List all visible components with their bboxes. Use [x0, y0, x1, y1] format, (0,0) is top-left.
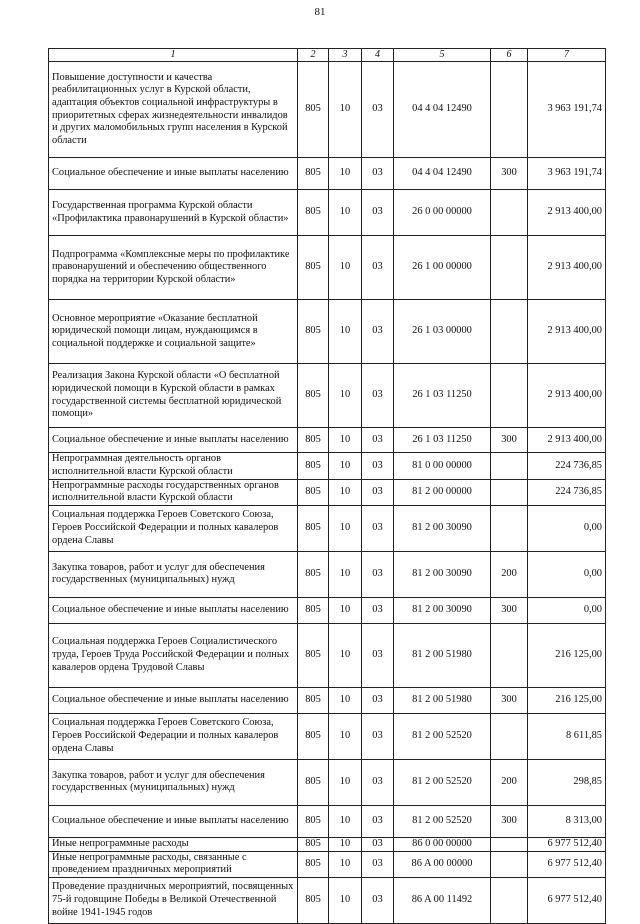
amount-cell: 0,00: [528, 505, 606, 551]
section-cell: 10: [329, 62, 362, 158]
gr-code-cell: 805: [298, 551, 329, 597]
column-header: 6: [491, 49, 528, 62]
table-row: [49, 479, 606, 505]
gr-code-cell: 805: [298, 597, 329, 623]
gr-code-cell: 805: [298, 236, 329, 300]
column-header: 5: [394, 49, 491, 62]
amount-cell: 8 611,85: [528, 713, 606, 759]
expense-type-cell: [491, 300, 528, 364]
target-article-cell: 81 0 00 00000: [394, 453, 491, 479]
gr-code-cell: 805: [298, 713, 329, 759]
target-article-cell: 26 0 00 00000: [394, 190, 491, 236]
expense-type-cell: [491, 713, 528, 759]
table-row: [49, 364, 606, 428]
target-article-cell: 86 0 00 00000: [394, 837, 491, 851]
gr-code-cell: 805: [298, 364, 329, 428]
section-cell: 10: [329, 759, 362, 805]
table-row: [49, 505, 606, 551]
gr-code-cell: 805: [298, 837, 329, 851]
target-article-cell: 26 1 03 00000: [394, 300, 491, 364]
row-name-cell: Повышение доступности и качества реабилитационных услуг в Курской области, адаптация объектов социальной инфраструктуры в приоритетных сферах жизнедеятельности инвалидов и других маломобильных групп населения в Курской области: [49, 62, 298, 158]
subsection-cell: 03: [362, 878, 394, 924]
target-article-cell: 81 2 00 51980: [394, 687, 491, 713]
expense-type-cell: [491, 505, 528, 551]
table-row: [49, 597, 606, 623]
section-cell: 10: [329, 300, 362, 364]
section-cell: 10: [329, 364, 362, 428]
expense-type-cell: 300: [491, 597, 528, 623]
column-header: 2: [298, 49, 329, 62]
expense-type-cell: 200: [491, 551, 528, 597]
budget-table: [48, 48, 606, 924]
amount-cell: 224 736,85: [528, 479, 606, 505]
subsection-cell: 03: [362, 479, 394, 505]
target-article-cell: 26 1 03 11250: [394, 428, 491, 453]
target-article-cell: 81 2 00 52520: [394, 805, 491, 837]
row-name-cell: Проведение праздничных мероприятий, посвященных 75-й годовщине Победы в Великой Отечественной войне 1941-1945 годов: [49, 878, 298, 924]
gr-code-cell: 805: [298, 158, 329, 190]
row-name-cell: Реализация Закона Курской области «О бесплатной юридической помощи в Курской области в рамках государственной системы бесплатной юридической помощи»: [49, 364, 298, 428]
table-row: [49, 851, 606, 877]
table-row: [49, 837, 606, 851]
expense-type-cell: [491, 878, 528, 924]
expense-type-cell: [491, 837, 528, 851]
row-name-cell: Социальная поддержка Героев Советского Союза, Героев Российской Федерации и полных кавалеров ордена Славы: [49, 505, 298, 551]
row-name-cell: Социальное обеспечение и иные выплаты населению: [49, 428, 298, 453]
expense-type-cell: [491, 851, 528, 877]
gr-code-cell: 805: [298, 623, 329, 687]
section-cell: 10: [329, 623, 362, 687]
target-article-cell: 86 A 00 11492: [394, 878, 491, 924]
target-article-cell: 81 2 00 51980: [394, 623, 491, 687]
table-row: [49, 300, 606, 364]
section-cell: 10: [329, 551, 362, 597]
subsection-cell: 03: [362, 505, 394, 551]
target-article-cell: 81 2 00 00000: [394, 479, 491, 505]
section-cell: 10: [329, 236, 362, 300]
target-article-cell: 86 A 00 00000: [394, 851, 491, 877]
amount-cell: 2 913 400,00: [528, 428, 606, 453]
row-name-cell: Непрограммные расходы государственных органов исполнительной власти Курской области: [49, 479, 298, 505]
gr-code-cell: 805: [298, 479, 329, 505]
gr-code-cell: 805: [298, 190, 329, 236]
subsection-cell: 03: [362, 837, 394, 851]
amount-cell: 224 736,85: [528, 453, 606, 479]
header-row: [49, 49, 606, 62]
amount-cell: 8 313,00: [528, 805, 606, 837]
table-body: [49, 62, 606, 924]
table-row: [49, 158, 606, 190]
section-cell: 10: [329, 805, 362, 837]
amount-cell: 6 977 512,40: [528, 837, 606, 851]
subsection-cell: 03: [362, 851, 394, 877]
table-row: [49, 62, 606, 158]
row-name-cell: Социальное обеспечение и иные выплаты населению: [49, 805, 298, 837]
amount-cell: 216 125,00: [528, 687, 606, 713]
subsection-cell: 03: [362, 805, 394, 837]
target-article-cell: 81 2 00 30090: [394, 551, 491, 597]
target-article-cell: 26 1 00 00000: [394, 236, 491, 300]
row-name-cell: Государственная программа Курской области «Профилактика правонарушений в Курской области»: [49, 190, 298, 236]
row-name-cell: Иные непрограммные расходы: [49, 837, 298, 851]
gr-code-cell: 805: [298, 759, 329, 805]
table-row: [49, 713, 606, 759]
page-number: 81: [314, 6, 326, 18]
expense-type-cell: [491, 453, 528, 479]
gr-code-cell: 805: [298, 851, 329, 877]
subsection-cell: 03: [362, 713, 394, 759]
table-row: [49, 236, 606, 300]
row-name-cell: Непрограммная деятельность органов исполнительной власти Курской области: [49, 453, 298, 479]
target-article-cell: 81 2 00 52520: [394, 713, 491, 759]
target-article-cell: 04 4 04 12490: [394, 158, 491, 190]
subsection-cell: 03: [362, 428, 394, 453]
table-row: [49, 551, 606, 597]
subsection-cell: 03: [362, 687, 394, 713]
gr-code-cell: 805: [298, 805, 329, 837]
column-header: 4: [362, 49, 394, 62]
subsection-cell: 03: [362, 236, 394, 300]
gr-code-cell: 805: [298, 687, 329, 713]
amount-cell: 2 913 400,00: [528, 190, 606, 236]
expense-type-cell: 200: [491, 759, 528, 805]
amount-cell: 2 913 400,00: [528, 364, 606, 428]
gr-code-cell: 805: [298, 62, 329, 158]
gr-code-cell: 805: [298, 878, 329, 924]
table-row: [49, 190, 606, 236]
column-header: 1: [49, 49, 298, 62]
section-cell: 10: [329, 453, 362, 479]
target-article-cell: 26 1 03 11250: [394, 364, 491, 428]
section-cell: 10: [329, 428, 362, 453]
expense-type-cell: [491, 62, 528, 158]
subsection-cell: 03: [362, 364, 394, 428]
section-cell: 10: [329, 713, 362, 759]
row-name-cell: Подпрограмма «Комплексные меры по профилактике правонарушений и обеспечению общественного порядка на территории Курской области»: [49, 236, 298, 300]
row-name-cell: Закупка товаров, работ и услуг для обеспечения государственных (муниципальных) нужд: [49, 759, 298, 805]
column-header: 7: [528, 49, 606, 62]
row-name-cell: Социальное обеспечение и иные выплаты населению: [49, 687, 298, 713]
table-row: [49, 878, 606, 924]
row-name-cell: Социальное обеспечение и иные выплаты населению: [49, 158, 298, 190]
section-cell: 10: [329, 158, 362, 190]
expense-type-cell: 300: [491, 158, 528, 190]
subsection-cell: 03: [362, 62, 394, 158]
section-cell: 10: [329, 190, 362, 236]
row-name-cell: Иные непрограммные расходы, связанные с проведением праздничных мероприятий: [49, 851, 298, 877]
amount-cell: 6 977 512,40: [528, 878, 606, 924]
amount-cell: 0,00: [528, 551, 606, 597]
expense-type-cell: [491, 364, 528, 428]
table-row: [49, 623, 606, 687]
row-name-cell: Социальная поддержка Героев Советского Союза, Героев Российской Федерации и полных кавалеров ордена Славы: [49, 713, 298, 759]
amount-cell: 216 125,00: [528, 623, 606, 687]
row-name-cell: Социальная поддержка Героев Социалистического труда, Героев Труда Российской Федерации и полных кавалеров ордена Трудовой Славы: [49, 623, 298, 687]
gr-code-cell: 805: [298, 428, 329, 453]
subsection-cell: 03: [362, 759, 394, 805]
column-header: 3: [329, 49, 362, 62]
gr-code-cell: 805: [298, 505, 329, 551]
target-article-cell: 81 2 00 30090: [394, 597, 491, 623]
section-cell: 10: [329, 851, 362, 877]
subsection-cell: 03: [362, 551, 394, 597]
amount-cell: 298,85: [528, 759, 606, 805]
gr-code-cell: 805: [298, 300, 329, 364]
gr-code-cell: 805: [298, 453, 329, 479]
section-cell: 10: [329, 687, 362, 713]
amount-cell: 6 977 512,40: [528, 851, 606, 877]
section-cell: 10: [329, 597, 362, 623]
row-name-cell: Социальное обеспечение и иные выплаты населению: [49, 597, 298, 623]
row-name-cell: Закупка товаров, работ и услуг для обеспечения государственных (муниципальных) нужд: [49, 551, 298, 597]
section-cell: 10: [329, 878, 362, 924]
target-article-cell: 81 2 00 52520: [394, 759, 491, 805]
expense-type-cell: 300: [491, 687, 528, 713]
table-row: [49, 759, 606, 805]
target-article-cell: 04 4 04 12490: [394, 62, 491, 158]
amount-cell: 0,00: [528, 597, 606, 623]
section-cell: 10: [329, 505, 362, 551]
expense-type-cell: [491, 236, 528, 300]
table-row: [49, 805, 606, 837]
amount-cell: 2 913 400,00: [528, 236, 606, 300]
table-row: [49, 453, 606, 479]
table-row: [49, 687, 606, 713]
expense-type-cell: 300: [491, 428, 528, 453]
subsection-cell: 03: [362, 623, 394, 687]
subsection-cell: 03: [362, 158, 394, 190]
subsection-cell: 03: [362, 597, 394, 623]
target-article-cell: 81 2 00 30090: [394, 505, 491, 551]
subsection-cell: 03: [362, 190, 394, 236]
amount-cell: 3 963 191,74: [528, 158, 606, 190]
row-name-cell: Основное мероприятие «Оказание бесплатной юридической помощи лицам, нуждающимся в социальной поддержке и социальной защите»: [49, 300, 298, 364]
table-row: [49, 428, 606, 453]
expense-type-cell: [491, 479, 528, 505]
expense-type-cell: [491, 190, 528, 236]
amount-cell: 3 963 191,74: [528, 62, 606, 158]
expense-type-cell: [491, 623, 528, 687]
subsection-cell: 03: [362, 300, 394, 364]
expense-type-cell: 300: [491, 805, 528, 837]
subsection-cell: 03: [362, 453, 394, 479]
section-cell: 10: [329, 837, 362, 851]
amount-cell: 2 913 400,00: [528, 300, 606, 364]
section-cell: 10: [329, 479, 362, 505]
